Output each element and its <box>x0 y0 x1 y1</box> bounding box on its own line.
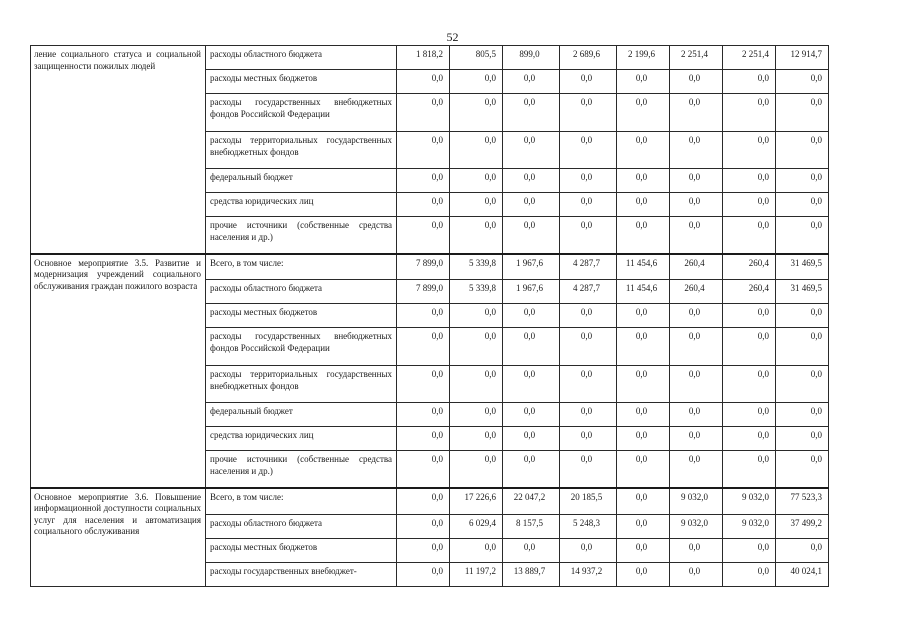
value-cell: 0,0 <box>776 539 829 563</box>
value-cell: 0,0 <box>560 328 617 366</box>
value-cell: 0,0 <box>560 70 617 94</box>
value-cell: 260,4 <box>723 280 776 304</box>
value-cell: 0,0 <box>450 403 503 427</box>
value-cell: 0,0 <box>776 94 829 132</box>
value-cell: 0,0 <box>776 328 829 366</box>
value-cell: 0,0 <box>450 70 503 94</box>
value-cell: 0,0 <box>503 304 560 328</box>
value-cell: 4 287,7 <box>560 254 617 280</box>
value-cell: 2 689,6 <box>560 46 617 70</box>
value-cell: 0,0 <box>397 563 450 587</box>
value-cell: 0,0 <box>450 451 503 488</box>
funding-source-cell: Всего, в том числе: <box>206 254 397 280</box>
value-cell: 0,0 <box>776 366 829 403</box>
value-cell: 0,0 <box>670 539 723 563</box>
value-cell: 899,0 <box>503 46 560 70</box>
value-cell: 0,0 <box>450 328 503 366</box>
value-cell: 0,0 <box>397 132 450 169</box>
value-cell: 0,0 <box>776 70 829 94</box>
value-cell: 0,0 <box>617 328 670 366</box>
value-cell: 0,0 <box>670 366 723 403</box>
value-cell: 11 454,6 <box>617 280 670 304</box>
value-cell: 5 248,3 <box>560 515 617 539</box>
value-cell: 0,0 <box>397 539 450 563</box>
value-cell: 9 032,0 <box>670 515 723 539</box>
value-cell: 0,0 <box>723 563 776 587</box>
value-cell: 0,0 <box>450 132 503 169</box>
value-cell: 2 251,4 <box>670 46 723 70</box>
value-cell: 4 287,7 <box>560 280 617 304</box>
value-cell: 0,0 <box>560 169 617 193</box>
value-cell: 20 185,5 <box>560 488 617 515</box>
value-cell: 0,0 <box>617 451 670 488</box>
funding-source-cell: расходы государственных внебюджет- <box>206 563 397 587</box>
funding-source-cell: расходы местных бюджетов <box>206 304 397 328</box>
value-cell: 8 157,5 <box>503 515 560 539</box>
value-cell: 0,0 <box>450 169 503 193</box>
value-cell: 0,0 <box>560 539 617 563</box>
value-cell: 0,0 <box>776 217 829 254</box>
value-cell: 0,0 <box>560 132 617 169</box>
value-cell: 0,0 <box>503 217 560 254</box>
value-cell: 13 889,7 <box>503 563 560 587</box>
value-cell: 0,0 <box>723 94 776 132</box>
value-cell: 0,0 <box>670 563 723 587</box>
value-cell: 0,0 <box>723 366 776 403</box>
value-cell: 0,0 <box>617 563 670 587</box>
value-cell: 0,0 <box>776 132 829 169</box>
value-cell: 0,0 <box>560 427 617 451</box>
value-cell: 37 499,2 <box>776 515 829 539</box>
value-cell: 12 914,7 <box>776 46 829 70</box>
table-row <box>31 254 829 280</box>
funding-source-cell: средства юридических лиц <box>206 427 397 451</box>
value-cell: 0,0 <box>723 328 776 366</box>
value-cell: 0,0 <box>670 217 723 254</box>
value-cell: 260,4 <box>670 254 723 280</box>
value-cell: 0,0 <box>776 427 829 451</box>
value-cell: 0,0 <box>397 427 450 451</box>
value-cell: 77 523,3 <box>776 488 829 515</box>
value-cell: 0,0 <box>723 193 776 217</box>
value-cell: 0,0 <box>450 217 503 254</box>
funding-source-cell: Всего, в том числе: <box>206 488 397 515</box>
value-cell: 5 339,8 <box>450 280 503 304</box>
value-cell: 0,0 <box>503 328 560 366</box>
funding-source-cell: средства юридических лиц <box>206 193 397 217</box>
value-cell: 0,0 <box>503 94 560 132</box>
funding-source-cell: расходы областного бюджета <box>206 46 397 70</box>
value-cell: 31 469,5 <box>776 254 829 280</box>
value-cell: 0,0 <box>503 366 560 403</box>
value-cell: 0,0 <box>397 488 450 515</box>
value-cell: 0,0 <box>560 304 617 328</box>
value-cell: 17 226,6 <box>450 488 503 515</box>
funding-source-cell: федеральный бюджет <box>206 403 397 427</box>
value-cell: 0,0 <box>397 169 450 193</box>
value-cell: 260,4 <box>670 280 723 304</box>
value-cell: 0,0 <box>617 94 670 132</box>
value-cell: 0,0 <box>503 169 560 193</box>
value-cell: 9 032,0 <box>723 515 776 539</box>
value-cell: 0,0 <box>450 304 503 328</box>
value-cell: 805,5 <box>450 46 503 70</box>
activity-description: Основное мероприятие 3.5. Развитие и модернизация учреждений социального обслуживания граждан пожилого возраста <box>31 254 206 488</box>
value-cell: 0,0 <box>670 94 723 132</box>
value-cell: 0,0 <box>776 193 829 217</box>
value-cell: 0,0 <box>560 217 617 254</box>
value-cell: 0,0 <box>397 451 450 488</box>
value-cell: 0,0 <box>670 403 723 427</box>
funding-source-cell: расходы государственных внебюджетных фондов Российской Федерации <box>206 94 397 132</box>
funding-source-cell: расходы государственных внебюджетных фондов Российской Федерации <box>206 328 397 366</box>
value-cell: 0,0 <box>617 366 670 403</box>
value-cell: 0,0 <box>503 427 560 451</box>
funding-source-cell: прочие источники (собственные средства населения и др.) <box>206 451 397 488</box>
value-cell: 260,4 <box>723 254 776 280</box>
value-cell: 0,0 <box>723 169 776 193</box>
value-cell: 0,0 <box>617 132 670 169</box>
value-cell: 1 818,2 <box>397 46 450 70</box>
value-cell: 0,0 <box>503 193 560 217</box>
value-cell: 0,0 <box>617 169 670 193</box>
value-cell: 0,0 <box>503 70 560 94</box>
value-cell: 0,0 <box>723 403 776 427</box>
value-cell: 0,0 <box>670 193 723 217</box>
value-cell: 0,0 <box>397 304 450 328</box>
funding-source-cell: расходы областного бюджета <box>206 280 397 304</box>
value-cell: 0,0 <box>723 539 776 563</box>
funding-source-cell: расходы областного бюджета <box>206 515 397 539</box>
value-cell: 0,0 <box>560 94 617 132</box>
value-cell: 0,0 <box>560 366 617 403</box>
value-cell: 11 197,2 <box>450 563 503 587</box>
value-cell: 0,0 <box>723 427 776 451</box>
value-cell: 1 967,6 <box>503 280 560 304</box>
value-cell: 0,0 <box>723 304 776 328</box>
funding-source-cell: расходы местных бюджетов <box>206 70 397 94</box>
value-cell: 0,0 <box>617 515 670 539</box>
table-row <box>31 46 829 70</box>
value-cell: 0,0 <box>617 70 670 94</box>
value-cell: 22 047,2 <box>503 488 560 515</box>
value-cell: 0,0 <box>397 328 450 366</box>
value-cell: 14 937,2 <box>560 563 617 587</box>
value-cell: 1 967,6 <box>503 254 560 280</box>
funding-source-cell: расходы местных бюджетов <box>206 539 397 563</box>
value-cell: 0,0 <box>397 193 450 217</box>
value-cell: 7 899,0 <box>397 254 450 280</box>
value-cell: 6 029,4 <box>450 515 503 539</box>
value-cell: 0,0 <box>450 366 503 403</box>
value-cell: 0,0 <box>670 304 723 328</box>
funding-source-cell: прочие источники (собственные средства населения и др.) <box>206 217 397 254</box>
value-cell: 9 032,0 <box>670 488 723 515</box>
page-number: 52 <box>446 30 459 44</box>
value-cell: 0,0 <box>617 427 670 451</box>
value-cell: 0,0 <box>450 539 503 563</box>
value-cell: 2 199,6 <box>617 46 670 70</box>
value-cell: 9 032,0 <box>723 488 776 515</box>
value-cell: 0,0 <box>503 132 560 169</box>
value-cell: 0,0 <box>670 169 723 193</box>
value-cell: 0,0 <box>503 403 560 427</box>
value-cell: 0,0 <box>617 403 670 427</box>
value-cell: 0,0 <box>776 403 829 427</box>
value-cell: 0,0 <box>670 427 723 451</box>
value-cell: 0,0 <box>776 304 829 328</box>
value-cell: 0,0 <box>670 70 723 94</box>
value-cell: 0,0 <box>560 193 617 217</box>
table-body <box>31 46 829 587</box>
value-cell: 0,0 <box>723 451 776 488</box>
value-cell: 0,0 <box>723 70 776 94</box>
value-cell: 0,0 <box>670 451 723 488</box>
value-cell: 0,0 <box>397 94 450 132</box>
value-cell: 0,0 <box>560 403 617 427</box>
value-cell: 0,0 <box>397 366 450 403</box>
value-cell: 2 251,4 <box>723 46 776 70</box>
value-cell: 40 024,1 <box>776 563 829 587</box>
value-cell: 0,0 <box>617 304 670 328</box>
value-cell: 5 339,8 <box>450 254 503 280</box>
value-cell: 0,0 <box>670 132 723 169</box>
activity-description: Основное мероприятие 3.6. Повышение информационной доступности социальных услуг для населения и автоматизация социального обслуживания <box>31 488 206 587</box>
value-cell: 0,0 <box>450 193 503 217</box>
activity-description: ление социального статуса и социальной защищенности пожилых людей <box>31 46 206 254</box>
budget-table <box>30 45 829 587</box>
table-row <box>31 488 829 515</box>
value-cell: 0,0 <box>617 193 670 217</box>
value-cell: 0,0 <box>617 488 670 515</box>
value-cell: 7 899,0 <box>397 280 450 304</box>
value-cell: 0,0 <box>397 515 450 539</box>
value-cell: 0,0 <box>723 132 776 169</box>
value-cell: 0,0 <box>503 539 560 563</box>
value-cell: 0,0 <box>450 427 503 451</box>
value-cell: 0,0 <box>670 328 723 366</box>
value-cell: 0,0 <box>723 217 776 254</box>
funding-source-cell: федеральный бюджет <box>206 169 397 193</box>
value-cell: 0,0 <box>503 451 560 488</box>
value-cell: 0,0 <box>776 169 829 193</box>
value-cell: 0,0 <box>776 451 829 488</box>
value-cell: 0,0 <box>560 451 617 488</box>
value-cell: 0,0 <box>397 70 450 94</box>
value-cell: 11 454,6 <box>617 254 670 280</box>
value-cell: 0,0 <box>617 539 670 563</box>
funding-source-cell: расходы территориальных государственных внебюджетных фондов <box>206 366 397 403</box>
value-cell: 0,0 <box>617 217 670 254</box>
funding-source-cell: расходы территориальных государственных внебюджетных фондов <box>206 132 397 169</box>
value-cell: 31 469,5 <box>776 280 829 304</box>
value-cell: 0,0 <box>397 403 450 427</box>
value-cell: 0,0 <box>450 94 503 132</box>
value-cell: 0,0 <box>397 217 450 254</box>
